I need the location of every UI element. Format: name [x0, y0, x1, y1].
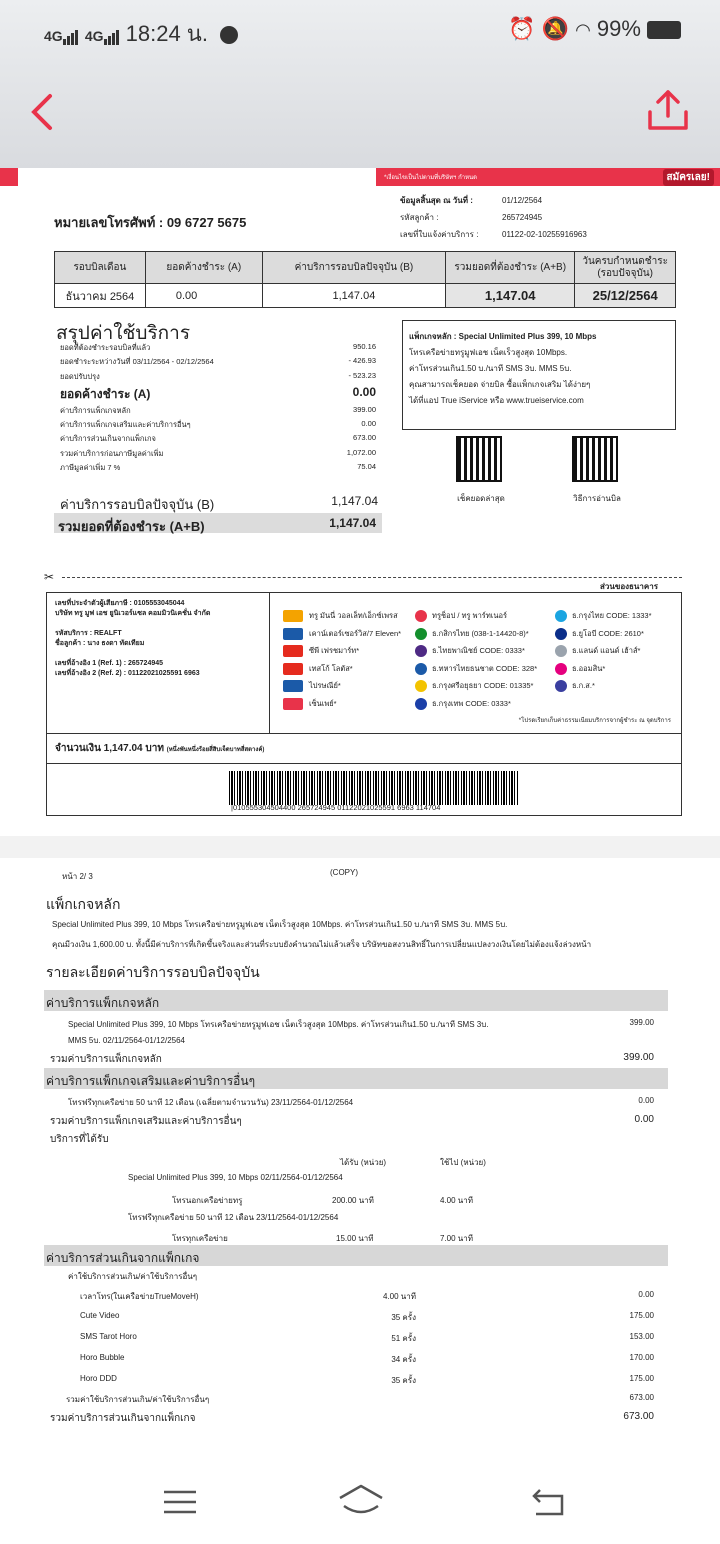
main-package-value: 399.00	[629, 1018, 654, 1027]
overage-item: Horo DDD	[80, 1374, 117, 1383]
summary-line	[60, 385, 380, 405]
signal-icon	[63, 25, 79, 51]
recent-apps-button[interactable]	[160, 1484, 200, 1520]
bank-label: ธ.ออมสิน*	[572, 663, 606, 673]
overage-subtotal-label: รวมค่าใช้บริการส่วนเกิน/ค่าใช้บริการอื่นๆ	[66, 1395, 210, 1404]
package-box-line: โทรเครือข่ายทรูมูฟเอช เน็ตเร็วสูงสุด 10Mbps.	[409, 348, 568, 357]
overage-row	[0, 1290, 720, 1311]
package-box-line: ค่าโทรส่วนเกิน1.50 บ./นาที SMS 3บ. MMS 5บ.	[409, 364, 572, 373]
payment-bank	[415, 625, 555, 643]
channel-label: ซีพี เฟรชมาร์ท*	[309, 646, 360, 655]
channel-label: เซ็นเพย์*	[309, 698, 337, 708]
channel-logo-icon	[283, 680, 303, 692]
bill-value-cell: ธันวาคม 2564	[55, 284, 146, 308]
page-number: หน้า 2/ 3	[62, 872, 93, 881]
summary-line	[60, 371, 380, 385]
bill-header-cell: รวมยอดที่ต้องชำระ (A+B)	[446, 252, 575, 284]
service-1-used: 4.00 นาที	[440, 1196, 474, 1205]
col-used: ใช้ไป (หน่วย)	[440, 1158, 486, 1167]
service-2: โทรฟรีทุกเครือข่าย 50 นาที 12 เดือน 23/11/2564-01/12/2564	[128, 1213, 339, 1222]
bank-label: ธ.กรุงไทย CODE: 1333*	[572, 611, 652, 620]
status-network	[44, 16, 238, 51]
header-info-key: รหัสลูกค้า :	[400, 213, 439, 222]
summary-line-value: 0.00	[361, 419, 376, 429]
summary-line-value: 0.00	[352, 384, 376, 399]
section-overage	[44, 1245, 668, 1266]
header-info-row	[400, 228, 700, 245]
overage-amount: 175.00	[629, 1374, 654, 1383]
overage-item: SMS Tarot Horo	[80, 1332, 137, 1341]
bank-label: ธ.ก.ส.*	[572, 681, 595, 690]
summary-line-label: ยอดค้างชำระ (A)	[60, 386, 151, 401]
overage-row	[0, 1311, 720, 1332]
bank-logo-icon	[555, 645, 567, 657]
channel-logo-icon	[283, 645, 303, 657]
bank-logo-icon	[415, 680, 427, 692]
alarm-icon: ⏰	[508, 16, 536, 41]
overage-qty: 51 ครั้ง	[391, 1334, 416, 1343]
payment-bank	[415, 695, 555, 713]
overage-amount: 0.00	[638, 1290, 654, 1299]
summary-line	[60, 433, 380, 447]
bill-value-cell: 1,147.04	[446, 284, 575, 308]
promo-text: *เงื่อนไขเป็นไปตามที่บริษัทฯ กำหนด	[384, 175, 478, 181]
header-info-key: เลขที่ใบแจ้งค่าบริการ :	[400, 230, 479, 239]
payslip-info-line: ชื่อลูกค้า : นาง ธงดา ทัดเทียม	[55, 640, 145, 647]
package-desc-1: Special Unlimited Plus 399, 10 Mbps โทรเครือข่ายทรูมูฟเอช เน็ตเร็วสูงสุด 10Mbps. ค่าโทรส่วนเกิน1.50 บ./นาที SMS 3บ. MMS 5บ.	[52, 920, 508, 929]
back-nav-button[interactable]	[528, 1484, 568, 1520]
payment-channel	[283, 642, 413, 660]
bank-label: ทรูช็อป / ทรู พาร์ทเนอร์	[432, 611, 507, 620]
payment-bank	[415, 607, 555, 625]
mute-icon: 🔕	[541, 16, 569, 41]
summary-line-value: 75.04	[357, 462, 376, 472]
addon-value: 0.00	[638, 1096, 654, 1105]
main-package-line-1: Special Unlimited Plus 399, 10 Mbps โทรเครือข่ายทรูมูฟเอช เน็ตเร็วสูงสุด 10Mbps. ค่าโทรส่วนเกิน1.50 บ./นาที SMS 3บ.	[68, 1020, 489, 1029]
bill-header-cell: วันครบกำหนดชำระ (รอบปัจจุบัน)	[575, 252, 676, 284]
summary-line-label: ยอดปรับปรุง	[60, 371, 100, 381]
channel-logo-icon	[283, 698, 303, 710]
channel-label: เคาน์เตอร์เซอร์วิส/7 Eleven*	[309, 628, 402, 638]
summary-line-label: ค่าบริการส่วนเกินจากแพ็กเกจ	[60, 434, 156, 444]
bill-header-cell: รอบบิลเดือน	[55, 252, 146, 284]
overage-row	[0, 1353, 720, 1374]
wifi-icon: ◠	[575, 20, 591, 40]
summary-line	[60, 419, 380, 433]
overage-total-label: รวมค่าบริการส่วนเกินจากแพ็กเกจ	[50, 1413, 196, 1424]
payslip	[46, 592, 682, 816]
bill-value-cell: 0.00	[145, 284, 262, 308]
payment-bank	[555, 642, 679, 660]
page-corner-mark	[0, 168, 18, 186]
summary-line-value: 950.16	[353, 342, 376, 351]
home-button[interactable]	[336, 1480, 386, 1520]
payslip-info-line: บริษัท ทรู มูฟ เอช ยูนิเวอร์แซล คอมมิวนิเคชั่น จำกัด	[55, 610, 211, 617]
battery-percent: 99%	[596, 16, 641, 41]
current-charge-value: 1,147.04	[331, 494, 378, 508]
qr-code-howto[interactable]	[572, 436, 618, 482]
package-box	[402, 320, 676, 430]
summary-lines	[60, 342, 380, 476]
overage-subtitle: ค่าใช้บริการส่วนเกิน/ค่าใช้บริการอื่นๆ	[68, 1272, 198, 1281]
back-icon	[528, 1484, 568, 1520]
messenger-icon	[220, 26, 238, 44]
network-1-label: 4G	[44, 28, 63, 44]
summary-line	[60, 405, 380, 419]
summary-line-label: ค่าบริการแพ็กเกจเสริมและค่าบริการอื่นๆ	[60, 420, 191, 430]
summary-line-label: ค่าบริการแพ็กเกจหลัก	[60, 405, 131, 415]
bank-logo-icon	[415, 698, 427, 710]
payslip-info-line: เลขที่อ้างอิง 1 (Ref. 1) : 265724945	[55, 660, 164, 667]
overage-item: เวลาโทร(ในเครือข่ายTrueMoveH)	[80, 1292, 199, 1301]
payment-channel	[283, 660, 413, 678]
barcode-number: |010555304504400 265724945 01122021025591 6963 114704	[231, 803, 441, 812]
summary-line-value: - 523.23	[348, 370, 376, 380]
service-2-received: 15.00 นาที	[336, 1234, 374, 1243]
bank-logo-icon	[415, 628, 427, 640]
battery-icon	[647, 21, 681, 39]
payment-barcode	[229, 771, 519, 805]
overage-qty: 4.00 นาที	[382, 1292, 416, 1301]
signal-icon-2	[104, 25, 120, 51]
payslip-info-line: รหัสบริการ : REALFT	[55, 630, 122, 637]
header-info-row	[400, 211, 700, 228]
promo-button[interactable]: สมัครเลย!	[663, 169, 715, 186]
total-label: รวมยอดที่ต้องชำระ (A+B)	[58, 519, 205, 534]
payment-bank	[415, 677, 555, 695]
summary-line-value: 673.00	[353, 433, 376, 443]
summary-line-value: 1,072.00	[346, 447, 376, 457]
amount-label: จำนวนเงิน 1,147.04 บาท	[55, 743, 164, 754]
header-info	[400, 194, 700, 245]
channel-logo-icon	[283, 628, 303, 640]
summary-line-label: ภาษีมูลค่าเพิ่ม 7 %	[60, 463, 121, 473]
summary-line-value: - 426.93	[348, 356, 376, 366]
header-info-key: ข้อมูลสิ้นสุด ณ วันที่ :	[400, 196, 473, 205]
summary-line	[60, 342, 380, 356]
bill-header-cell: ยอดค้างชำระ (A)	[145, 252, 262, 284]
back-button[interactable]	[24, 90, 64, 134]
service-1-received: 200.00 นาที	[332, 1196, 374, 1205]
chevron-left-icon	[24, 90, 64, 134]
payment-bank	[555, 660, 679, 678]
section-overage-title: ค่าบริการส่วนเกินจากแพ็กเกจ	[46, 1251, 200, 1265]
overage-qty: 35 ครั้ง	[391, 1376, 416, 1385]
bank-label: ธ.กสิกรไทย (038-1-14420-8)*	[432, 628, 529, 638]
amount-words: (หนึ่งพันหนึ่งร้อยสี่สิบเจ็ดบาทสี่สตางค์)	[166, 747, 265, 753]
bill-header-cell: ค่าบริการรอบบิลปัจจุบัน (B)	[262, 252, 445, 284]
overage-qty: 34 ครั้ง	[391, 1355, 416, 1364]
summary-line	[60, 462, 380, 476]
qr-balance-label: เช็คยอดล่าสุด	[457, 494, 505, 503]
payment-channel	[283, 677, 413, 695]
fee-note: *โปรดเรียกเก็บค่าธรรมเนียมบริการจากผู้ชำระ ณ จุดบริการ	[518, 718, 671, 724]
overage-rows	[0, 1290, 720, 1395]
payment-channel	[283, 625, 413, 643]
package-box-line: ได้ที่แอป True iService หรือ www.trueiservice.com	[409, 396, 584, 405]
service-1: Special Unlimited Plus 399, 10 Mbps 02/11/2564-01/12/2564	[128, 1173, 343, 1182]
scissors-icon: ✂	[44, 570, 55, 584]
service-2-used: 7.00 นาที	[440, 1234, 474, 1243]
section-addon-title: ค่าบริการแพ็กเกจเสริมและค่าบริการอื่นๆ	[46, 1074, 256, 1088]
network-2-label: 4G	[84, 28, 104, 44]
bank-section-header: ส่วนของธนาคาร	[600, 582, 659, 591]
payslip-info-line: เลขที่อ้างอิง 2 (Ref. 2) : 01122021025591 6963	[55, 670, 200, 677]
bank-logo-icon	[555, 680, 567, 692]
payslip-info-line: เลขที่ประจำตัวผู้เสียภาษี : 0105553045044	[55, 600, 185, 607]
menu-icon	[160, 1484, 200, 1520]
bank-label: ธ.กรุงเทพ CODE: 0333*	[432, 698, 511, 708]
overage-amount: 170.00	[629, 1353, 654, 1362]
received-services-label: บริการที่ได้รับ	[50, 1134, 109, 1145]
channel-logo-icon	[283, 610, 303, 622]
summary-title: สรุปค่าใช้บริการ	[56, 323, 191, 344]
status-right	[508, 16, 681, 42]
payment-channel	[283, 607, 413, 625]
bank-logo-icon	[415, 645, 427, 657]
overage-item: Cute Video	[80, 1311, 120, 1320]
package-box-line: แพ็กเกจหลัก : Special Unlimited Plus 399, 10 Mbps	[409, 332, 597, 341]
status-time: 18:24 น.	[125, 21, 208, 46]
current-charge-row	[60, 494, 380, 515]
overage-amount: 153.00	[629, 1332, 654, 1341]
payment-bank	[555, 625, 679, 643]
page-separator	[0, 836, 720, 858]
bank-logo-icon	[555, 663, 567, 675]
current-charge-label: ค่าบริการรอบบิลปัจจุบัน (B)	[60, 497, 215, 512]
payment-bank	[415, 660, 555, 678]
section-addon	[44, 1068, 668, 1089]
qr-code-balance[interactable]	[456, 436, 502, 482]
share-button[interactable]	[644, 86, 692, 134]
overage-row	[0, 1374, 720, 1395]
bank-label: ธ.ยูโอบี CODE: 2610*	[572, 628, 644, 638]
summary-line-value: 399.00	[353, 404, 376, 414]
overage-qty: 35 ครั้ง	[391, 1313, 416, 1322]
qr-howto-label: วิธีการอ่านบิล	[573, 494, 621, 503]
header-info-value: 01/12/2564	[502, 196, 543, 205]
bill-value-cell: 1,147.04	[262, 284, 445, 308]
section-main-package-title: ค่าบริการแพ็กเกจหลัก	[46, 996, 160, 1010]
header-info-value: 01122-02-10255916963	[502, 230, 587, 239]
amount-row	[55, 741, 264, 756]
channel-logo-icon	[283, 663, 303, 675]
bank-logo-icon	[415, 610, 427, 622]
overage-total: 673.00	[623, 1411, 654, 1422]
overage-item: Horo Bubble	[80, 1353, 125, 1362]
main-package-total-label: รวมค่าบริการแพ็กเกจหลัก	[50, 1054, 162, 1065]
payment-bank	[555, 607, 679, 625]
detail-title: รายละเอียดค่าบริการรอบบิลปัจจุบัน	[46, 964, 260, 980]
service-1-item: โทรนอกเครือข่ายทรู	[172, 1196, 243, 1205]
phone-number: หมายเลขโทรศัพท์ : 09 6727 5675	[54, 215, 247, 230]
addon-total: 0.00	[634, 1114, 654, 1125]
total-value: 1,147.04	[329, 516, 376, 530]
promo-banner	[376, 168, 720, 186]
section-main-package	[44, 990, 668, 1011]
bank-label: ธ.ทหารไทยธนชาต CODE: 328*	[432, 663, 538, 673]
summary-line	[60, 448, 380, 462]
bank-label: ธ.ไทยพาณิชย์ CODE: 0333*	[432, 646, 525, 655]
home-icon	[336, 1480, 386, 1520]
bill-table	[54, 251, 676, 308]
main-package-title: แพ็กเกจหลัก	[46, 896, 121, 912]
summary-line-label: รวมค่าบริการก่อนภาษีมูลค่าเพิ่ม	[60, 448, 164, 458]
package-box-line: คุณสามารถเช็คยอด จ่ายบิล ซื้อแพ็กเกจเสริม ได้ง่ายๆ	[409, 380, 591, 389]
bank-logo-icon	[555, 628, 567, 640]
bank-logo-icon	[415, 663, 427, 675]
channel-label: เทสโก้ โลตัส*	[309, 663, 353, 673]
bill-value-cell: 25/12/2564	[575, 284, 676, 308]
overage-row	[0, 1332, 720, 1353]
header-info-row	[400, 194, 700, 211]
service-2-item: โทรทุกเครือข่าย	[172, 1234, 228, 1243]
payment-bank	[555, 677, 679, 695]
addon-total-label: รวมค่าบริการแพ็กเกจเสริมและค่าบริการอื่นๆ	[50, 1116, 242, 1127]
summary-line	[60, 356, 380, 370]
package-desc-2: คุณมีวงเงิน 1,600.00 บ. ทั้งนี้มีค่าบริการที่เกิดขึ้นจริงและส่วนที่ระบบยังคำนวณไม่แล้วเสร็จ บริษัทขอสงวนสิทธิ์ในการเปลี่ยนแปลงวงเงินโดยไม่ต้องแจ้งล่วงหน้า	[52, 940, 592, 949]
bank-label: ธ.แลนด์ แอนด์ เฮ้าส์*	[572, 646, 641, 655]
share-icon	[644, 86, 692, 134]
overage-subtotal: 673.00	[629, 1393, 654, 1402]
copy-label: (COPY)	[330, 868, 358, 877]
main-package-line-2: MMS 5บ. 02/11/2564-01/12/2564	[68, 1036, 186, 1045]
cut-line	[62, 577, 682, 578]
addon-line: โทรฟรีทุกเครือข่าย 50 นาที 12 เดือน (เฉลี่ยตามจำนวนวัน) 23/11/2564-01/12/2564	[68, 1098, 354, 1107]
summary-line-label: ยอดชำระระหว่างวันที่ 03/11/2564 - 02/12/2564	[60, 357, 214, 367]
col-received: ได้รับ (หน่วย)	[340, 1158, 387, 1167]
total-row	[54, 513, 382, 533]
summary-line-label: ยอดที่ต้องชำระรอบบิลที่แล้ว	[60, 343, 151, 352]
payment-channel	[283, 695, 413, 713]
main-package-total: 399.00	[623, 1052, 654, 1063]
overage-amount: 175.00	[629, 1311, 654, 1320]
channel-label: ทรู มันนี่ วอลเล็ท/เอ็กซ์เพรส	[309, 611, 398, 620]
header-info-value: 265724945	[502, 213, 543, 222]
bank-label: ธ.กรุงศรีอยุธยา CODE: 01335*	[432, 681, 534, 690]
payment-bank	[415, 642, 555, 660]
channel-label: ไปรษณีย์*	[309, 681, 341, 690]
bank-logo-icon	[555, 610, 567, 622]
